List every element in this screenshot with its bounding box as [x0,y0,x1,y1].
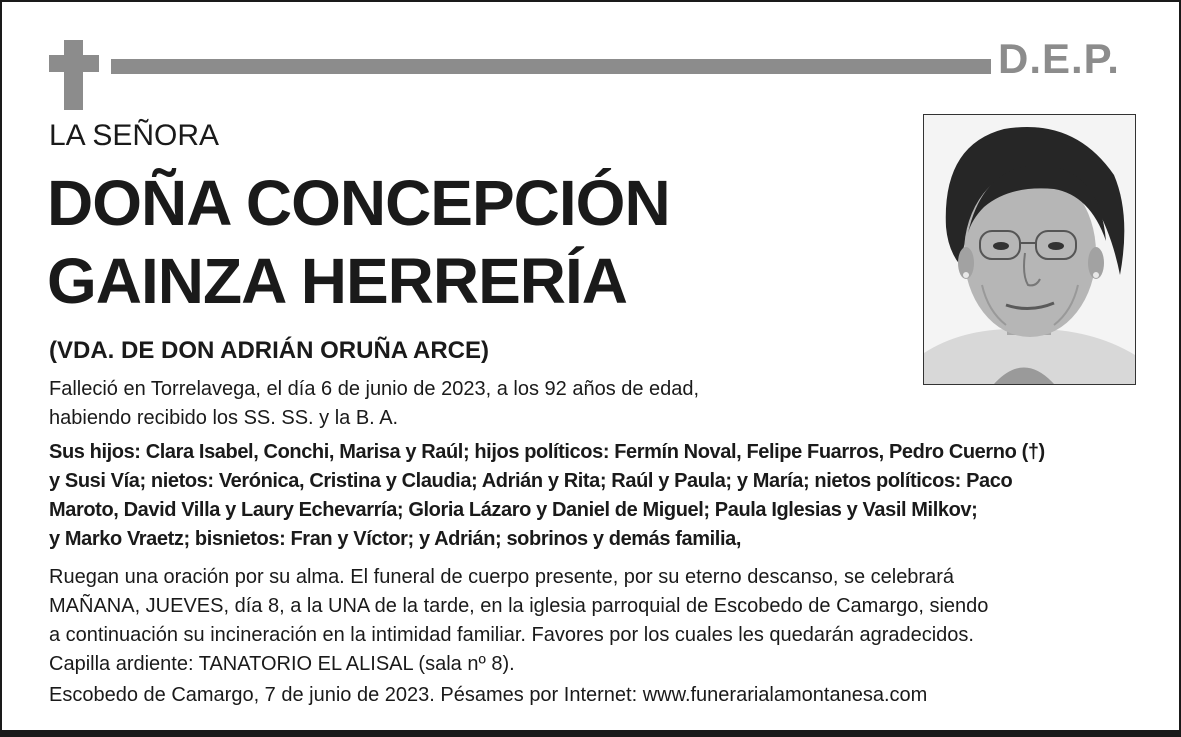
family-line: y Marko Vraetz; bisnietos: Fran y Víctor; y Adrián; sobrinos y demás familia, [49,528,741,550]
family-line: Sus hijos: Clara Isabel, Conchi, Marisa y Raúl; hijos políticos: Fermín Noval, Felipe Fuarros, Pedro Cuerno (†) [49,441,1045,463]
widow-of-label: (VDA. DE DON ADRIÁN ORUÑA ARCE) [49,337,489,364]
portrait-icon [924,115,1135,384]
footer-line: Escobedo de Camargo, 7 de junio de 2023. Pésames por Internet: www.funerarialamontanesa.com [49,684,928,706]
portrait-photo [923,114,1136,385]
deceased-name [47,164,907,320]
intro-label: LA SEÑORA [49,119,220,152]
header-rule [111,59,991,74]
name-line-2: GAINZA HERRERÍA [47,245,627,317]
name-line-1: DOÑA CONCEPCIÓN [47,167,670,239]
death-notice-line: habiendo recibido los SS. SS. y la B. A. [49,407,399,429]
funeral-line: a continuación su incineración en la intimidad familiar. Favores por los cuales les quedarán agradecidos. [49,624,974,646]
funeral-paragraph [49,563,1164,679]
dep-label: D.E.P. [998,35,1120,82]
death-notice-paragraph [49,375,909,433]
funeral-line: Capilla ardiente: TANATORIO EL ALISAL (sala nº 8). [49,653,515,675]
family-paragraph [49,438,1164,554]
funeral-line: MAÑANA, JUEVES, día 8, a la UNA de la tarde, en la iglesia parroquial de Escobedo de Camargo, siendo [49,595,989,617]
family-line: y Susi Vía; nietos: Verónica, Cristina y Claudia; Adrián y Rita; Raúl y Paula; y María; nietos políticos: Paco [49,470,1013,492]
death-notice-line: Falleció en Torrelavega, el día 6 de junio de 2023, a los 92 años de edad, [49,378,700,400]
family-line: Maroto, David Villa y Laury Echevarría; Gloria Lázaro y Daniel de Miguel; Paula Iglesias y Vasil Milkov; [49,499,978,521]
funeral-line: Ruegan una oración por su alma. El funeral de cuerpo presente, por su eterno descanso, se celebrará [49,566,954,588]
